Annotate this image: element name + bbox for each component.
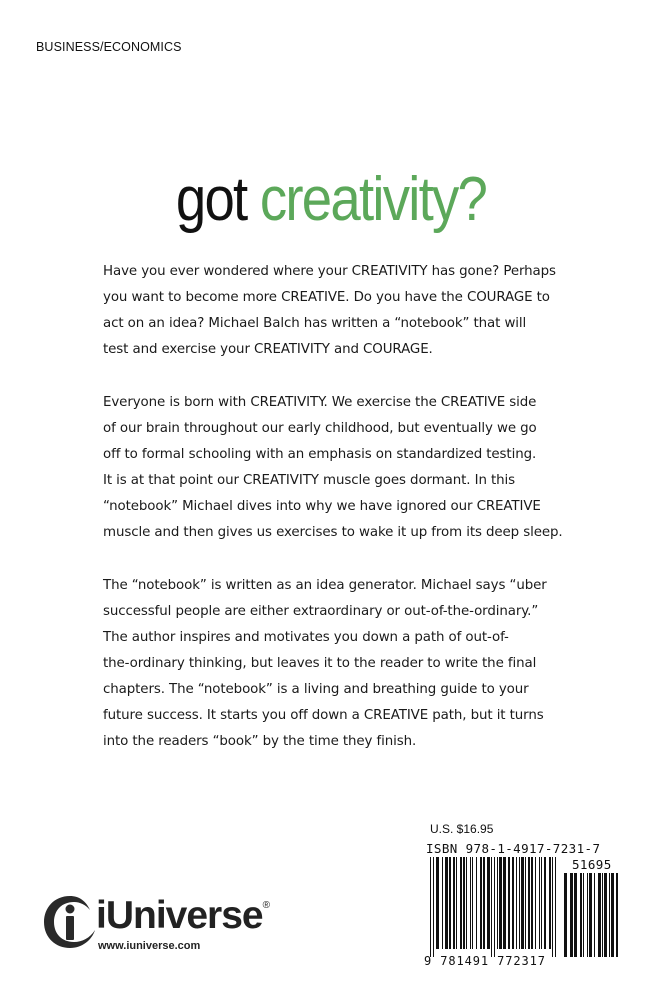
blurb-line: into the readers “book” by the time they finish. xyxy=(103,734,417,749)
blurb-line: It is at that point our CREATIVITY muscle goes dormant. In this xyxy=(103,473,516,488)
publisher-name xyxy=(96,894,269,938)
headline xyxy=(40,160,623,240)
publisher-url: www.iuniverse.com xyxy=(98,940,201,952)
blurb-paragraph-2 xyxy=(103,390,567,546)
barcode-bars xyxy=(424,857,624,957)
headline-word-got: got xyxy=(175,165,247,234)
publisher-name-text: iUniverse xyxy=(96,894,263,937)
blurb-line: The author inspires and motivates you down a path of out-of- xyxy=(103,630,509,645)
blurb-paragraph-3 xyxy=(103,573,567,755)
blurb-line: chapters. The “notebook” is a living and breathing guide to your xyxy=(103,682,529,697)
isbn-text: ISBN 978-1-4917-7231-7 xyxy=(426,841,601,856)
blurb-line: successful people are either extraordinary or out-of-the-ordinary.” xyxy=(103,604,539,619)
price-code-text: 51695 xyxy=(572,857,612,872)
price-label: U.S. $16.95 xyxy=(430,822,494,836)
blurb-paragraph-1 xyxy=(103,259,567,363)
blurb-line: act on an idea? Michael Balch has written a “notebook” that will xyxy=(103,316,527,331)
blurb-line: off to formal schooling with an emphasis on standardized testing. xyxy=(103,447,537,462)
blurb-line: test and exercise your CREATIVITY and COURAGE. xyxy=(103,342,433,357)
barcode-block xyxy=(424,841,624,971)
blurb-line: of our brain throughout our early childhood, but eventually we go xyxy=(103,421,537,436)
blurb-line: the-ordinary thinking, but leaves it to the reader to write the final xyxy=(103,656,537,671)
iuniverse-swirl-icon xyxy=(42,892,98,952)
blurb-line: Everyone is born with CREATIVITY. We exercise the CREATIVE side xyxy=(103,395,537,410)
registered-mark: ® xyxy=(262,900,269,911)
blurb-line: future success. It starts you off down a CREATIVE path, but it turns xyxy=(103,708,544,723)
blurb-line: muscle and then gives us exercises to wake it up from its deep sleep. xyxy=(103,525,563,540)
barcode-number: 9 781491 772317 xyxy=(424,954,546,968)
publisher-logo xyxy=(42,892,272,964)
blurb-line: you want to become more CREATIVE. Do you have the COURAGE to xyxy=(103,290,550,305)
blurb-line: The “notebook” is written as an idea generator. Michael says “uber xyxy=(103,578,547,593)
blurb-line: “notebook” Michael dives into why we have ignored our CREATIVE xyxy=(103,499,541,514)
blurb-line: Have you ever wondered where your CREATIVITY has gone? Perhaps xyxy=(103,264,556,279)
headline-word-creativity: creativity? xyxy=(259,165,487,234)
category-label: BUSINESS/ECONOMICS xyxy=(36,40,182,54)
